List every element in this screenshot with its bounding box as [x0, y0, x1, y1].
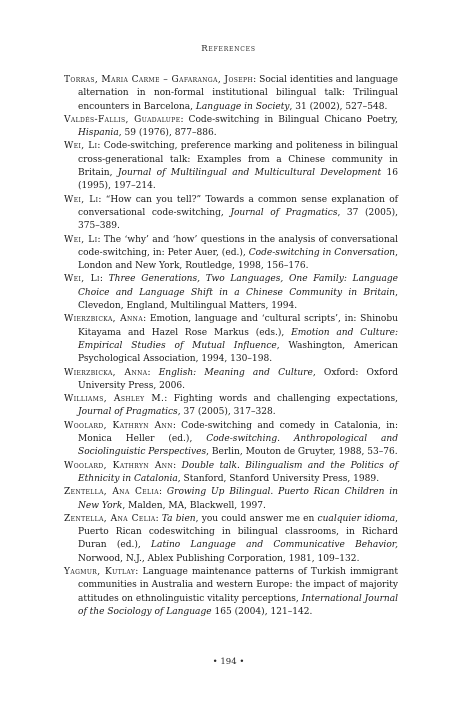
reference-author: Williams, Ashley M.: [64, 394, 165, 405]
reference-text: , Washington, American Psychological Association, 1994, 130–198.: [78, 340, 398, 365]
reference-entry: [64, 460, 398, 487]
reference-author: Woolard, Kathryn Ann: [64, 420, 173, 431]
reference-entry: [64, 194, 398, 234]
running-head: References: [201, 44, 256, 54]
reference-author: Wei, Li: [64, 141, 98, 152]
reference-title: Language in Society: [195, 101, 290, 112]
reference-author: Yagmur, Kutlay: [64, 566, 136, 577]
reference-text: 16 (1995), 197–214.: [78, 168, 398, 192]
reference-title: Journal of Pragmatics: [230, 207, 338, 218]
reference-title: Journal of Pragmatics: [78, 407, 178, 418]
reference-text: : Emotion, language and ‘cultural scripts’, in: Shinobu Kitayama and Hazel Rose Markus (eds.),: [78, 314, 398, 338]
reference-text: , Stanford, Stanford University Press, 1989.: [177, 473, 380, 484]
reference-entry: [64, 273, 398, 313]
reference-text: , 37 (2005), 317–328.: [177, 407, 276, 418]
reference-text: 165 (2004), 121–142.: [211, 606, 313, 617]
reference-author: Zentella, Ana Celia: [64, 513, 156, 524]
reference-text: : “How can you tell?” Towards a common sense explanation of conversational code-switching,: [78, 194, 398, 218]
reference-text: : Code-switching, preference marking and politeness in bilingual cross-generational talk: Examples from a Chinese community in Britain,: [78, 141, 398, 179]
reference-entry: [64, 566, 398, 619]
reference-text: , you could answer me en: [195, 513, 318, 524]
reference-title: cualquier idioma: [317, 513, 396, 524]
reference-entry: [64, 140, 398, 193]
reference-entry: [64, 393, 398, 420]
reference-text: : Language maintenance patterns of Turkish immigrant communities in Australia and western Europe: the impact of majority attitudes on ethnolinguistic vitality perceptions,: [78, 566, 398, 604]
reference-text: : The ‘why’ and ‘how’ questions in the analysis of conversational code-switching, in: Peter Auer, (ed.),: [78, 234, 398, 258]
reference-entry: [64, 234, 398, 274]
reference-title: English: Meaning and Culture: [158, 367, 313, 378]
reference-text: , Berlin, Mouton de Gruyter, 1988, 53–76.: [206, 447, 398, 458]
reference-author: Valdés-Fallis, Guadalupe: [64, 114, 181, 125]
reference-title: International Journal of the Sociology of Language: [78, 593, 399, 617]
page-number: • 194 •: [212, 657, 245, 667]
reference-text: :: [155, 513, 162, 524]
reference-entry: [64, 486, 398, 513]
reference-text: , Clevedon, England, Multilingual Matters, 1994.: [78, 287, 398, 312]
reference-title: Code-switching in Conversation: [248, 247, 396, 258]
reference-author: Zentella, Ana Celia: [64, 487, 159, 498]
reference-text: : Social identities and language alternation in non-formal institutional bilingual talk: Trilingual encounters in Barcelona,: [78, 75, 398, 112]
reference-text: , Oxford: Oxford University Press, 2006.: [78, 367, 398, 391]
reference-text: :: [158, 487, 167, 498]
reference-author: Wei, Li: [64, 194, 99, 205]
reference-text: :: [173, 460, 182, 471]
reference-author: Wei, Li: [64, 234, 98, 245]
reference-author: Woolard, Kathryn Ann: [64, 460, 174, 471]
reference-text: :: [147, 367, 159, 378]
reference-title: Double talk. Bilingualism and the Politics of Ethnicity in Catalonia: [78, 460, 398, 484]
reference-text: :: [99, 274, 109, 285]
reference-text: : Code-switching and comedy in Catalonia, in: Monica Heller (ed.),: [78, 420, 398, 445]
reference-entry: [64, 513, 398, 566]
reference-author: Torras, Maria Carme – Gafaranga, Joseph: [64, 75, 254, 85]
reference-title: Code-switching. Anthropological and Sociolinguistic Perspectives: [78, 434, 398, 458]
reference-title: Latino Language and Communicative Behavior,: [151, 540, 398, 551]
reference-title: Emotion and Culture: Empirical Studies of Mutual Influence: [78, 327, 398, 351]
reference-text: Norwood, N.J., Ablex Publishing Corporation, 1981, 109–132.: [78, 553, 360, 564]
reference-text: , 59 (1976), 877–886.: [118, 128, 217, 139]
reference-title: Three Generations, Two Languages, One Family: Language Choice and Language Shift in a Chinese Community in Britain: [78, 274, 398, 298]
reference-entry: [64, 74, 398, 114]
reference-title: Growing Up Bilingual. Puerto Rican Children in New York: [78, 487, 398, 511]
reference-text: : Code-switching in Bilingual Chicano Poetry,: [180, 114, 398, 125]
reference-text: , 31 (2002), 527–548.: [289, 101, 388, 112]
reference-text: , Puerto Rican codeswitching in bilingual classrooms, in Richard Duran (ed.),: [78, 513, 398, 551]
reference-author: Wierzbicka, Anna: [64, 367, 148, 378]
reference-text: : Fighting words and challenging expectations,: [164, 394, 398, 405]
reference-text: , London and New York, Routledge, 1998, 156–176.: [78, 247, 398, 272]
reference-author: Wierzbicka, Anna: [64, 314, 144, 325]
reference-list: [64, 74, 398, 619]
reference-title: Journal of Multilingual and Multicultural Development: [117, 168, 382, 179]
reference-text: , Malden, MA, Blackwell, 1997.: [122, 500, 266, 511]
reference-title: Ta bien: [161, 513, 196, 524]
reference-title: Hispania: [78, 128, 119, 139]
reference-entry: [64, 313, 398, 366]
reference-entry: [64, 367, 398, 394]
reference-entry: [64, 420, 398, 460]
reference-entry: [64, 114, 398, 141]
reference-author: Wei, Li: [64, 274, 100, 285]
reference-text: , 37 (2005), 375–389.: [78, 207, 398, 232]
